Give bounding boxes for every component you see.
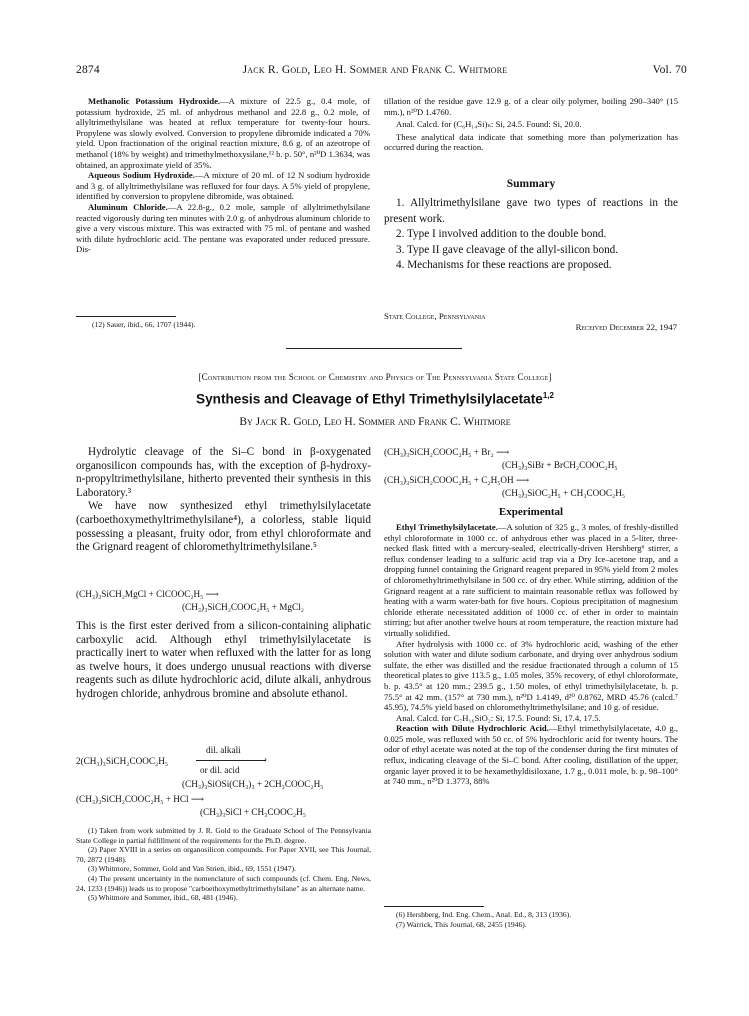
- equation-2-arrow: [196, 760, 266, 761]
- right-main-column: [384, 522, 678, 787]
- equation-2-arrowhead: ›: [264, 754, 268, 764]
- left-main-column: [76, 446, 371, 555]
- received-date: Received December 22, 1947: [575, 322, 677, 332]
- subheading-ethyl-tmsa: Ethyl Trimethylsilylacetate.: [396, 522, 498, 532]
- volume-label: Vol. 70: [652, 64, 687, 76]
- subheading-aluminum-chloride: Aluminum Chloride.: [88, 201, 168, 212]
- paragraph-dilute-hcl: —Ethyl trimethylsilylacetate, 4.0 g., 0.025 mole, was refluxed with 50 cc. of 5% hydrochloric acid for twenty hours. The odor of ethyl acetate was noted at the top of the condenser during the first minutes of reflux, indicating cleavage of the Si–C bond. After cooling, distillation of the upper, organic layer proved it to be hexamethyldisiloxane, 1.7 g., 0.011 mole, b. p. 98–100° at 740 mm., n²⁰D 1.3773, 88%: [384, 723, 678, 787]
- paragraph-aluminum-chloride: —A 22.8-g., 0.2 mole, sample of allyltrimethylsilane reacted vigorously during ten minutes with 2.0 g. of anhydrous aluminum chloride to give a very viscous mixture. This was extracted with 75 ml. of pentane and washed with dilute hydrochloric acid. The pentane was evaporated under reduced pressure. Dis-: [76, 201, 371, 255]
- equation-3-right: (CH₃)₃SiCl + CH₃COOC₂H₅: [200, 807, 306, 817]
- page-number: 2874: [76, 64, 100, 76]
- equation-3-left: (CH₃)₃SiCH₂COOC₂H₅ + HCl ⟶: [76, 794, 205, 804]
- paragraph-analytical-note: These analytical data indicate that something more than polymerization has occurred during the reaction.: [384, 131, 678, 153]
- paragraph-synthesis: We have now synthesized ethyl trimethylsilylacetate (carboethoxymethyltrimethylsilane⁴), a colorless, stable liquid possessing a pleasant, fruity odor, from ethyl chloroformate and the Grignard reagent of chloromethyltrimethylsilane.⁵: [76, 500, 371, 554]
- summary-item: 2. Type I involved addition to the double bond.: [396, 228, 607, 241]
- equation-2-condition-below: or dil. acid: [200, 765, 240, 775]
- equation-2-right: (CH₃)₃SiOSi(CH₃)₃ + 2CH₃COOC₂H₅: [182, 779, 324, 789]
- footnote-5: (5) Whitmore and Sommer, ibid., 68, 481 (1946).: [88, 893, 238, 903]
- summary-list: [384, 196, 678, 274]
- equation-1-right: (CH₃)₃SiCH₂COOC₂H₅ + MgCl₂: [182, 602, 304, 612]
- left-footnotes: [76, 826, 371, 903]
- summary-item: 3. Type II gave cleavage of the allyl-silicon bond.: [396, 243, 619, 256]
- analysis-polymer: Anal. Calcd. for (C₆H₁₄Si)ₙ: Si, 24.5. Found: Si, 20.0.: [396, 119, 582, 130]
- article-separator: [286, 348, 462, 349]
- footnote-4: (4) The present uncertainty in the nomenclature of such compounds (cf. Chem. Eng. News, 24, 1233 (1946)) leads us to propose "carboethoxymethyltrimethylsilane" as an alternate name.: [76, 873, 371, 893]
- summary-item: 1. Allyltrimethylsilane gave two types of reactions in the present work.: [384, 197, 678, 225]
- top-right-column: [384, 96, 678, 153]
- equation-2-condition-above: dil. alkali: [206, 745, 241, 755]
- article-title: [60, 391, 690, 407]
- title-superscript: 1,2: [542, 391, 554, 400]
- paragraph-distillation: tillation of the residue gave 12.9 g. of a clear oily polymer, boiling 290–340° (15 mm.), n²⁰D 1.4760.: [384, 96, 678, 117]
- footnote-rule-right: [384, 906, 484, 907]
- running-header-authors: Jack R. Gold, Leo H. Sommer and Frank C. Whitmore: [242, 64, 508, 76]
- equation-4-right: (CH₃)₃SiBr + BrCH₂COOC₂H₅: [502, 460, 618, 470]
- analysis-ester: Anal. Calcd. for C₇H₁₆SiO₂: Si, 17.5. Found: Si, 17.4, 17.5.: [396, 712, 601, 723]
- contribution-line: [Contribution from the School of Chemistry and Physics of The Pennsylvania State College]: [198, 372, 552, 382]
- equation-4-left: (CH₃)₃SiCH₂COOC₂H₅ + Br₂ ⟶: [384, 447, 510, 457]
- paragraph-hydrolysis: After hydrolysis with 1000 cc. of 3% hydrochloric acid, washing of the ether solution with water and dilute sodium carbonate, and drying over anhydrous sodium sulfate, the ether was distilled and the residue fractionated through a column of 15 theoretical plates to give 113.5 g., 1.05 moles, 35% recovery, of ethyl chloroformate, b. p. 43.5° at 120 mm.; 239.5 g., 1.50 moles, of ethyl trimethylsilylacetate, b. p. 75.5° at 42 mm. (157° at 730 mm.), n²⁰D 1.4149, d²⁰ 0.8762, MRD 45.76 (calcd.⁷ 45.95), 74.5% yield based on chloromethyltrimethylsilane; and 10 g. of residue.: [384, 638, 678, 713]
- equation-5-left: (CH₃)₃SiCH₂COOC₂H₅ + C₂H₅OH ⟶: [384, 475, 530, 485]
- footnote-1: (1) Taken from work submitted by J. R. Gold to the Graduate School of The Pennsylvania State College in partial fulfillment of the requirements for the Ph.D. degree.: [76, 826, 371, 845]
- right-footnotes: [384, 910, 678, 929]
- equation-2-left: 2(CH₃)₃SiCH₂COOC₂H₅: [76, 756, 169, 766]
- equation-1-left: (CH₃)₃SiCH₂MgCl + ClCOOC₂H₅ ⟶: [76, 589, 219, 599]
- location: State College, Pennsylvania: [384, 311, 486, 321]
- equation-5-right: (CH₃)₃SiOC₂H₅ + CH₃COOC₂H₅: [502, 488, 626, 498]
- subheading-dilute-hcl: Reaction with Dilute Hydrochloric Acid.: [396, 723, 549, 734]
- subheading-aqueous-naoh: Aqueous Sodium Hydroxide.: [88, 170, 195, 181]
- byline: By Jack R. Gold, Leo H. Sommer and Frank C. Whitmore: [239, 416, 511, 428]
- title-text: Synthesis and Cleavage of Ethyl Trimethylsilylacetate: [196, 391, 543, 407]
- summary-heading: Summary: [506, 178, 556, 190]
- footnote-2: (2) Paper XVIII in a series on organosilicon compounds. For Paper XVII, see This Journal, 70, 2872 (1948).: [76, 845, 371, 864]
- paragraph-ethyl-tmsa: —A solution of 325 g., 3 moles, of freshly-distilled ethyl chloroformate in 1000 cc. of anhydrous ether was placed in a 5-liter, three-necked flask fitted with a mercury-sealed, electrically-driven Hershberg⁶ stirrer, a reflux condenser leading to a sulfuric acid trap via a Dry Ice–acetone trap, and a dropping funnel containing the Grignard reagent prepared in 95% yield from 2 moles of chloromethyltrimethylsilane in 500 cc. of dry ether. While stirring, addition of the Grignard reagent at a rate sufficient to maintain reasonable reflux was followed by heating with a warm water-bath for five hours. Copious precipitation of magnesium chloride etherate necessitated addition of 1000 cc. of ether in order to maintain stirring; but after another twelve hours at room temperature, the reaction mixture had virtually solidified.: [384, 522, 679, 638]
- subheading-methanolic-koh: Methanolic Potassium Hydroxide.: [88, 96, 221, 106]
- top-left-column: [76, 96, 370, 255]
- footnote-3: (3) Whitmore, Sommer, Gold and Van Strien, ibid., 69, 1551 (1947).: [88, 864, 297, 874]
- paragraph-aqueous-naoh: —A mixture of 20 ml. of 12 N sodium hydroxide and 3 g. of allyltrimethylsilane was refluxed for four days. A 5% yield of propylene, identified by conversion to propylene dibromide, was obtained.: [76, 170, 370, 202]
- paragraph-methanolic-koh: —A mixture of 22.5 g., 0.4 mole, of potassium hydroxide, 25 ml. of anhydrous methanol and 22.8 g., 0.2 mole, of allyltrimethylsilane was heated at reflux temperature for twenty-four hours. Propylene was slowly evolved. Conversion to propylene dibromide indicated a 70% yield. Upon fractionation of the original reaction mixture, 8.6 g. of an azeotrope of methanol (18% by weight) and trimethylmethoxysilane,¹² b. p. 50°, n²⁰D 1.3634, was obtained, an approximate yield of 35%.: [76, 96, 370, 170]
- footnote-6: (6) Hershberg, Ind. Eng. Chem., Anal. Ed., 8, 313 (1936).: [396, 910, 572, 919]
- experimental-heading: Experimental: [498, 506, 564, 518]
- paragraph-first-ester: This is the first ester derived from a silicon-containing aliphatic carboxylic acid. Although ethyl trimethylsilylacetate is practically inert to water when refluxed with the latter for as long as twelve hours, it does undergo unusual reactions with diverse reagents such as dilute hydrochloric acid, dilute alkali, anhydrous hydrogen chloride, anhydrous bromine and absolute ethanol.: [76, 620, 371, 700]
- footnote-7: (7) Warrick, This Journal, 68, 2455 (1946).: [396, 919, 527, 929]
- summary-item: 4. Mechanisms for these reactions are proposed.: [396, 259, 612, 272]
- footnote-rule: [76, 316, 176, 317]
- footnote-12: (12) Sauer, ibid., 66, 1707 (1944).: [92, 320, 196, 329]
- paragraph-intro: Hydrolytic cleavage of the Si–C bond in β-oxygenated organosilicon compounds has, with the exception of β-hydroxy-n-propyltrimethylsilane, hitherto prevented their synthesis in this Laboratory.³: [76, 446, 371, 499]
